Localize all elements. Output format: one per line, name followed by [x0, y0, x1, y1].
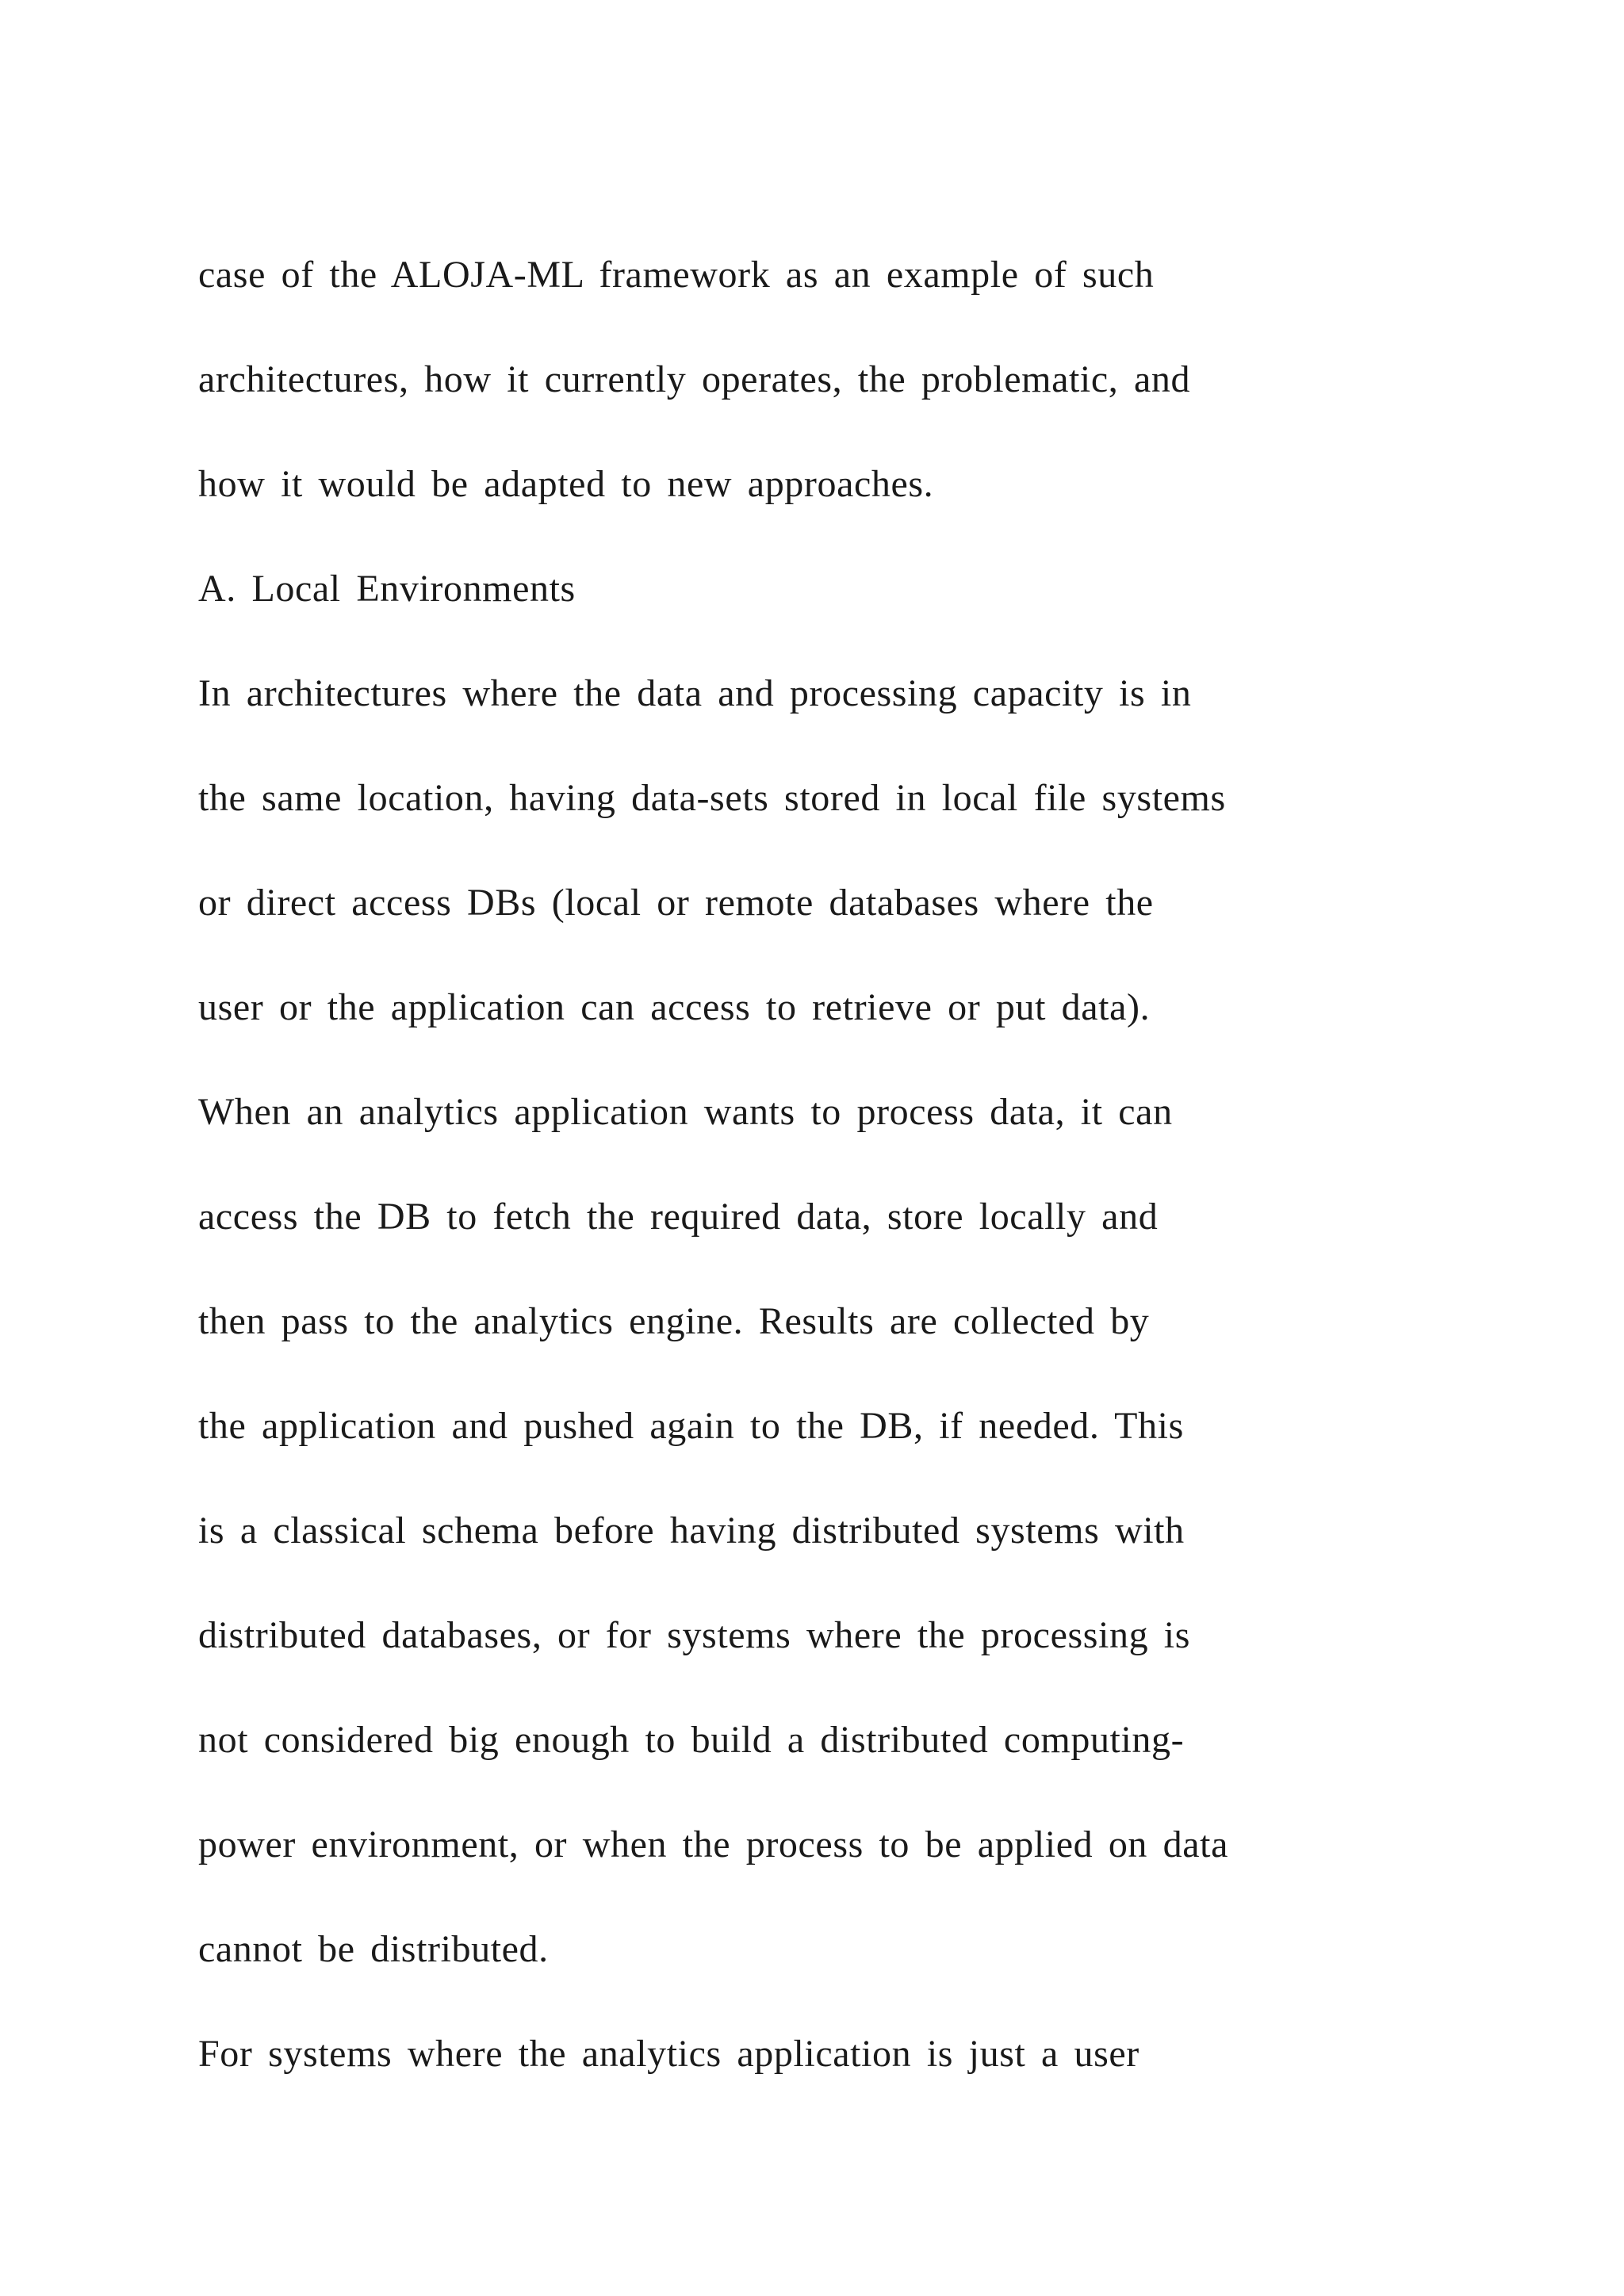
body-text — [198, 236, 1435, 2120]
text-line: case of the ALOJA-ML framework as an example of such — [198, 254, 1155, 296]
text-line: In architectures where the data and processing capacity is in — [198, 672, 1192, 714]
text-line: distributed databases, or for systems where the processing is — [198, 1614, 1190, 1656]
text-line: not considered big enough to build a distributed computing- — [198, 1719, 1185, 1761]
text-line: then pass to the analytics engine. Results are collected by — [198, 1300, 1150, 1342]
text-line: For systems where the analytics application is just a user — [198, 2033, 1139, 2075]
text-line: architectures, how it currently operates, the problematic, and — [198, 358, 1191, 400]
text-line: is a classical schema before having distributed systems with — [198, 1510, 1185, 1552]
text-line: how it would be adapted to new approaches. — [198, 463, 934, 505]
text-line: or direct access DBs (local or remote databases where the — [198, 882, 1154, 924]
text-line: power environment, or when the process to be applied on data — [198, 1823, 1228, 1866]
text-line: cannot be distributed. — [198, 1928, 549, 1970]
text-line: user or the application can access to retrieve or put data). — [198, 986, 1151, 1028]
text-line: the application and pushed again to the DB, if needed. This — [198, 1405, 1184, 1447]
text-line: the same location, having data-sets stored in local file systems — [198, 777, 1226, 819]
section-heading: A. Local Environments — [198, 568, 576, 610]
text-line: When an analytics application wants to process data, it can — [198, 1091, 1173, 1133]
text-line: access the DB to fetch the required data, store locally and — [198, 1196, 1159, 1238]
